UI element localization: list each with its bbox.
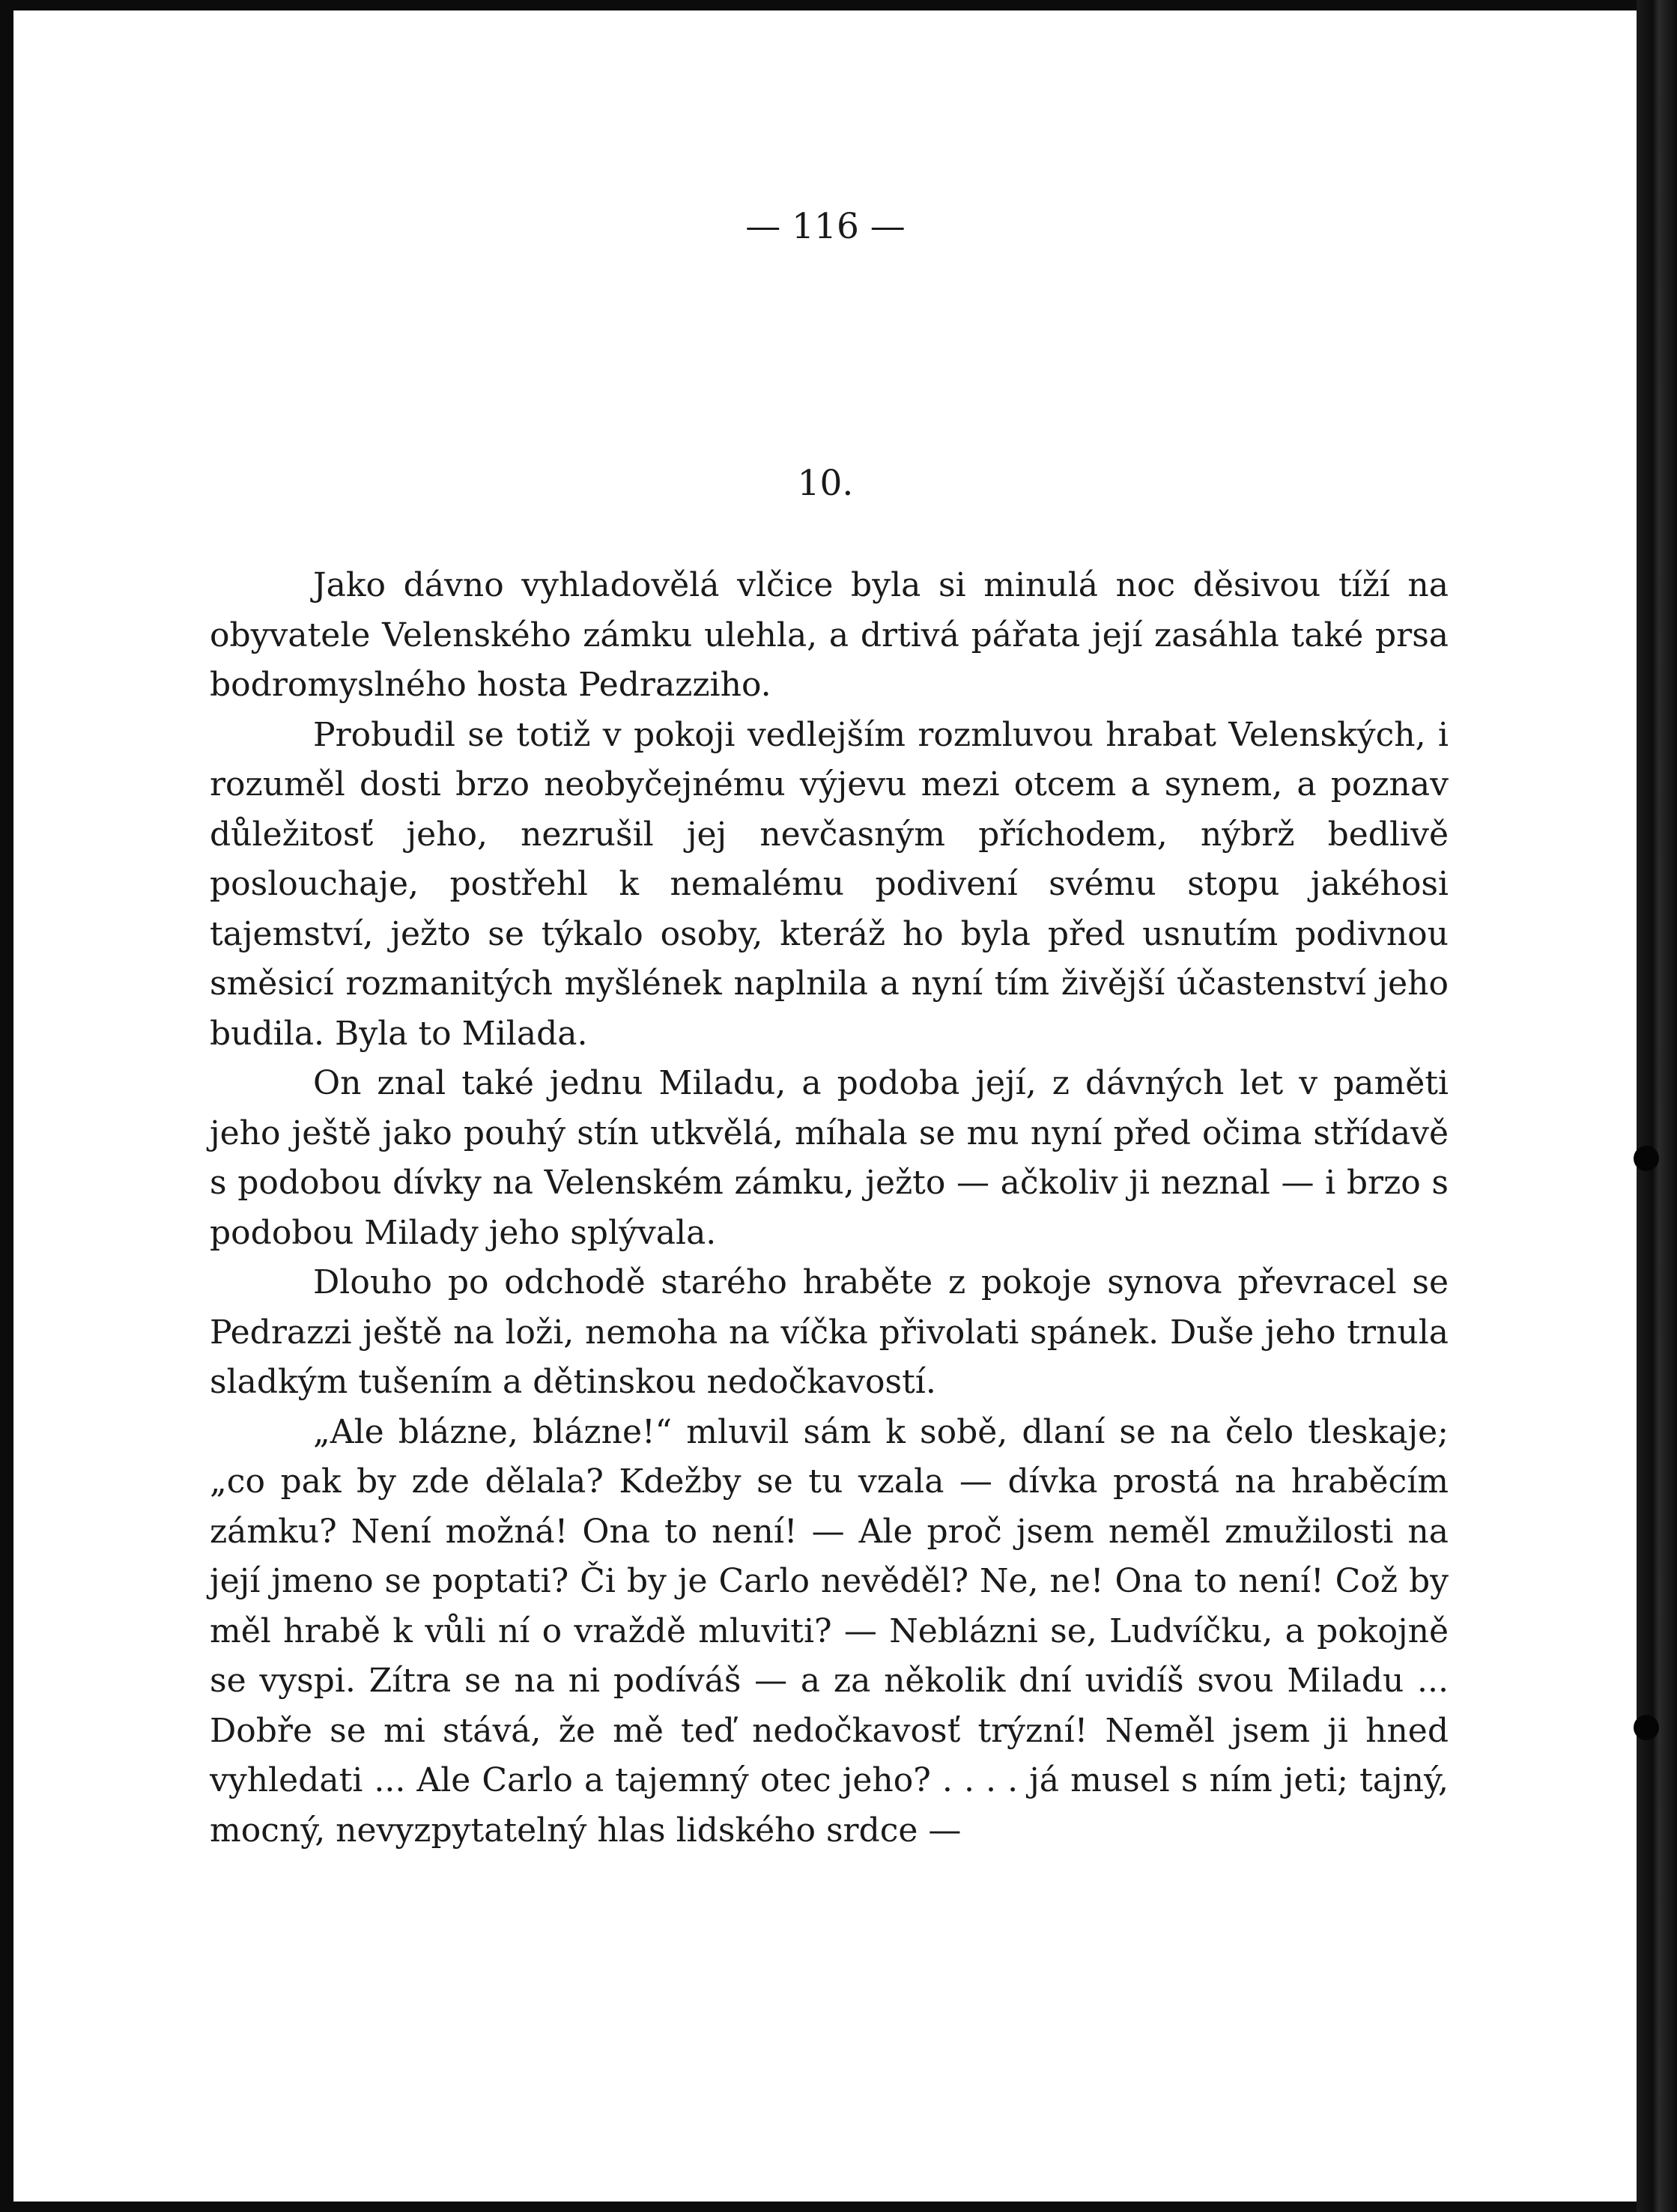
paragraph-4: Dlouho po odchodě starého hraběte z pokoje synova převracel se Pedrazzi ještě na loži, nemoha na víčka přivolati spánek. Duše jeho trnula sladkým tušením a dětinskou nedočkavostí.	[210, 1263, 1449, 1401]
paragraph-1: Jako dávno vyhladovělá vlčice byla si minulá noc děsivou tíží na obyvatele Velenského zámku ulehla, a drtivá pářata její zasáhla také prsa bodromyslného hosta Pedrazziho.	[210, 566, 1449, 704]
paragraph-2: Probudil se totiž v pokoji vedlejším rozmluvou hrabat Velenských, i rozuměl dosti brzo neobyčejnému výjevu mezi otcem a synem, a poznav důležitosť jeho, nezrušil jej nevčasným příchodem, nýbrž bedlivě poslouchaje, postřehl k nemalému podivení svému stopu jakéhosi tajemství, ježto se týkalo osoby, kteráž ho byla před usnutím podivnou směsicí rozmanitých myšlének naplnila a nyní tím živější účastenství jeho budila. Byla to Milada.	[210, 715, 1449, 1053]
paragraph-3: On znal také jednu Miladu, a podoba její, z dávných let v paměti jeho ještě jako pouhý stín utkvělá, míhala se mu nyní před očima střídavě s podobou dívky na Velenském zámku, ježto — ačkoliv ji neznal — i brzo s podobou Milady jeho splývala.	[210, 1064, 1449, 1252]
page-number-header: — 116 —	[745, 206, 906, 247]
scan-page-edge	[1637, 0, 1677, 2212]
paragraph-5: „Ale blázne, blázne!“ mluvil sám k sobě, dlaní se na čelo tleskaje; „co pak by zde dělala? Kdežby se tu vzala — dívka prostá na hraběcím zámku? Není možná! Ona to není! — Ale proč jsem neměl zmužilosti na její jmeno se poptati? Či by je Carlo nevěděl? Ne, ne! Ona to není! Což by měl hrabě k vůli ní o vraždě mluviti? — Neblázni se, Ludvíčku, a pokojně se vyspi. Zítra se na ni podíváš — a za několik dní uvidíš svou Miladu ... Dobře se mi stává, že mě teď nedočkavosť trýzní! Neměl jsem ji hned vyhledati ... Ale Carlo a tajemný otec jeho? . . . . já musel s ním jeti; tajný, mocný, nevyzpytatelný hlas lidského srdce —	[210, 1412, 1449, 1850]
body-text	[210, 561, 1449, 1856]
scan-blemish-mark	[1634, 1715, 1659, 1740]
chapter-number: 10.	[797, 463, 854, 504]
book-page	[13, 10, 1637, 2202]
scan-blemish-mark	[1634, 1146, 1659, 1171]
